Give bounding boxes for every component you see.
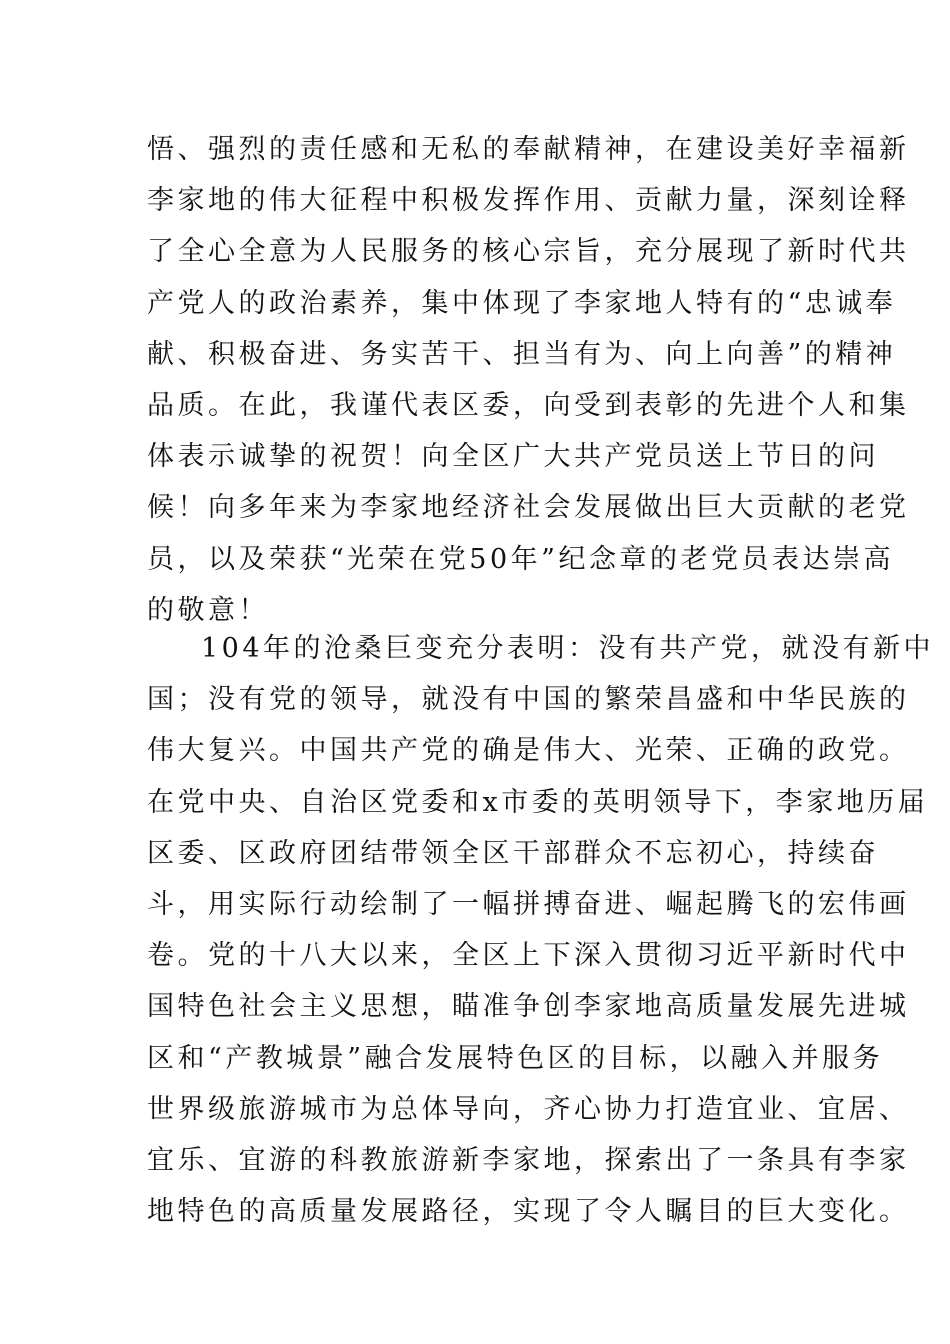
- paragraph-line: 献、积极奋进、务实苦干、担当有为、向上向善”的精神: [147, 338, 897, 370]
- paragraph-2: [147, 623, 935, 1237]
- paragraph-line: 李家地的伟大征程中积极发挥作用、贡献力量，深刻诠释: [147, 185, 910, 217]
- paragraph-line: 的敬意！: [147, 594, 269, 626]
- paragraph-line: 地特色的高质量发展路径，实现了令人瞩目的巨大变化。: [147, 1196, 910, 1228]
- paragraph-line: 体表示诚挚的祝贺！向全区广大共产党员送上节日的问: [147, 441, 879, 473]
- paragraph-line: 卷。党的十八大以来，全区上下深入贯彻习近平新时代中: [147, 940, 910, 972]
- paragraph-line: 产党人的政治素养，集中体现了李家地人特有的“忠诚奉: [147, 287, 897, 319]
- paragraph-line: 宜乐、宜游的科教旅游新李家地，探索出了一条具有李家: [147, 1144, 910, 1176]
- paragraph-line: 了全心全意为人民服务的核心宗旨，充分展现了新时代共: [147, 236, 910, 268]
- paragraph-line: 在党中央、自治区党委和x市委的英明领导下，李家地历届: [147, 786, 929, 818]
- paragraph-line: 区委、区政府团结带领全区干部群众不忘初心，持续奋: [147, 837, 879, 869]
- paragraph-line: 候！向多年来为李家地经济社会发展做出巨大贡献的老党: [147, 492, 910, 524]
- paragraph-line: 员，以及荣获“光荣在党50年”纪念章的老党员表达崇高: [147, 543, 894, 575]
- paragraph-line: 伟大复兴。中国共产党的确是伟大、光荣、正确的政党。: [147, 735, 910, 767]
- paragraph-line: 国；没有党的领导，就没有中国的繁荣昌盛和中华民族的: [147, 684, 910, 716]
- paragraph-line: 品质。在此，我谨代表区委，向受到表彰的先进个人和集: [147, 389, 910, 421]
- paragraph-line: 104年的沧桑巨变充分表明：没有共产党，就没有新中: [201, 633, 935, 664]
- paragraph-1: [147, 124, 910, 636]
- paragraph-line: 斗，用实际行动绘制了一幅拼搏奋进、崛起腾飞的宏伟画: [147, 888, 910, 920]
- paragraph-line: 悟、强烈的责任感和无私的奉献精神，在建设美好幸福新: [147, 134, 910, 165]
- paragraph-line: 国特色社会主义思想，瞄准争创李家地高质量发展先进城: [147, 991, 910, 1023]
- paragraph-line: 世界级旅游城市为总体导向，齐心协力打造宜业、宜居、: [147, 1093, 910, 1125]
- paragraph-line: 区和“产教城景”融合发展特色区的目标，以融入并服务: [147, 1042, 884, 1074]
